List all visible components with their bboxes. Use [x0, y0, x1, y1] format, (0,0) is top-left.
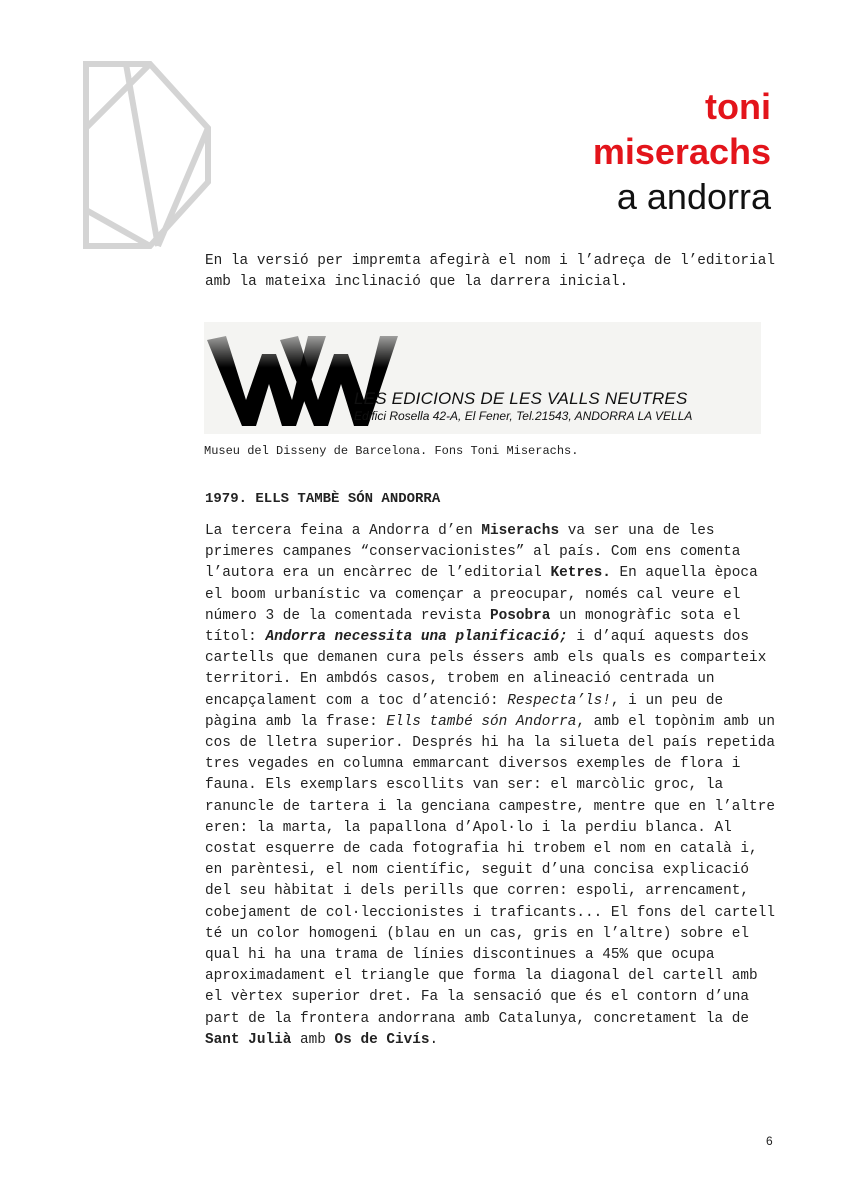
bold-run: Posobra — [489, 607, 551, 624]
body-paragraph — [205, 521, 775, 1051]
text-run: va ser una de les primeres campanes “conservacionistes” al país. Com ens comenta l’autora era un encàrrec de l’editorial — [205, 523, 741, 582]
page-header — [593, 84, 771, 219]
bold-run: Os de Civís — [334, 1031, 430, 1048]
header-title-line2: miserachs — [592, 131, 771, 172]
banner-publisher-name: LES EDICIONS DE LES VALLS NEUTRES — [354, 389, 688, 408]
header-subtitle: a andorra — [616, 176, 771, 217]
text-run: . — [429, 1031, 439, 1048]
bold-italic-run: Andorra necessita una planificació; — [265, 629, 568, 646]
intro-paragraph: En la versió per impremta afegirà el nom i l’adreça de l’editorial amb la mateixa inclinació que la darrera inicial. — [205, 253, 775, 291]
publisher-banner-image — [204, 322, 761, 434]
header-title-line1: toni — [705, 86, 771, 127]
bold-run: Ketres. — [550, 565, 611, 582]
section-title: 1979. ELLS TAMBÈ SÓN ANDORRA — [205, 491, 441, 507]
text-run: La tercera feina a Andorra d’en — [205, 523, 482, 539]
italic-run: Respecta’ls! — [507, 692, 611, 709]
page-number: 6 — [766, 1134, 773, 1148]
text-run: , i un peu de pàgina amb la frase: — [205, 692, 724, 730]
text-run: , amb el topònim amb un cos de lletra superior. Després hi ha la silueta del país repetida tres vegades en columna emmarcant diversos exemples de flora i fauna. Els exemplars escollits van ser: el marcòlic groc, la ranuncle de tartera i la genciana campestre, mentre que en l’altre eren: la marta, la papallona d’Apol·lo i la perdiu blanca. Al costat esquerre de cada fotografia hi trobem el nom en català i, en parèntesi, el nom científic, seguit d’una concisa explicació del seu hàbitat i dels perills que corren: espoli, arrencament, cobejament de col·leccionistes i traficants... El fons del cartell té un color homogeni (blau en un cas, gris en l’altre) sobre el qual hi ha una trama de línies discontinues a 45% que ocupa aproximadament el triangle que forma la diagonal del cartell amb el vèrtex superior dret. Fa la sensació que és el contorn d’una part de la frontera andorrana amb Catalunya, concretament la de — [205, 713, 775, 1027]
banner-publisher-address: Edifici Rosella 42-A, El Fener, Tel.21543, ANDORRA LA VELLA — [354, 409, 693, 423]
document-logo-icon — [80, 60, 215, 250]
image-caption: Museu del Disseny de Barcelona. Fons Toni Miserachs. — [204, 444, 579, 458]
text-run: amb — [291, 1031, 335, 1048]
italic-run: Ells també són Andorra — [386, 713, 577, 730]
text-run: En aquella època el boom urbanístic va començar a preocupar, només cal veure el número 3 de la comentada revista — [205, 565, 758, 624]
text-run: un monogràfic sota el títol: — [205, 607, 741, 646]
text-run: i d’aquí aquests dos cartells que demanen cura pels éssers amb els quals es comparteix territori. En ambdós casos, trobem en alineació centrada un encapçalament com a toc d’atenció: — [205, 629, 767, 709]
bold-run: Miserachs — [481, 523, 560, 539]
vv-logo-icon — [204, 322, 761, 434]
bold-run: Sant Julià — [205, 1031, 292, 1048]
